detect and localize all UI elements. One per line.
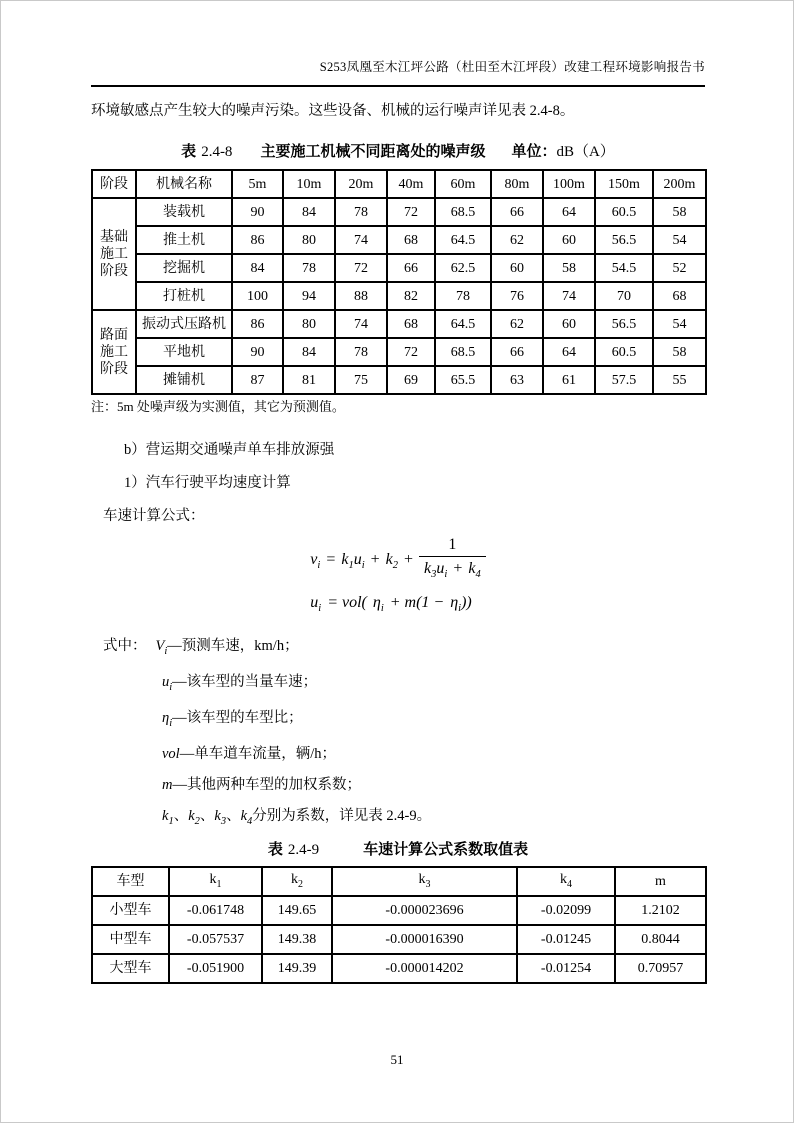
- formula-group: [310, 534, 485, 620]
- math-operator: =: [326, 550, 336, 568]
- header-text: 车型: [116, 873, 145, 889]
- column-header-k4: [517, 867, 615, 896]
- formula-block: [91, 534, 705, 620]
- noise-value-cell: 62.5: [435, 254, 491, 282]
- noise-value-cell: 57.5: [595, 366, 653, 394]
- coefficient-cell: -0.02099: [517, 896, 615, 925]
- unit-label: 单位：: [511, 143, 557, 160]
- caption-unit: [511, 142, 614, 162]
- section-item-b: b）营运期交通噪声单车排放源强: [124, 442, 335, 458]
- math-subscript: 3: [431, 569, 437, 581]
- table-2-4-8: [91, 169, 707, 395]
- math-token: u: [353, 550, 362, 568]
- column-header-40m: 40m: [387, 170, 435, 198]
- page-number: 51: [390, 1052, 404, 1067]
- definition-lead: 式中：: [103, 638, 147, 655]
- definition-k-coefficients: [91, 801, 705, 837]
- coefficient-cell: -0.000014202: [332, 954, 517, 983]
- coefficient-cell: -0.057537: [169, 925, 262, 954]
- math-subscript: i: [380, 603, 384, 615]
- math-token: k: [240, 808, 247, 825]
- machine-name-cell: 平地机: [136, 338, 232, 366]
- math-subscript: 4: [475, 569, 481, 581]
- table-row: [92, 282, 706, 310]
- noise-value-cell: 63: [491, 366, 543, 394]
- coefficient-cell: -0.061748: [169, 896, 262, 925]
- math-symbol: [155, 638, 168, 658]
- noise-value-cell: 78: [335, 198, 387, 226]
- math-subscript: i: [164, 646, 168, 658]
- column-header-vehicle-type: [92, 867, 169, 896]
- math-token: k: [468, 560, 476, 577]
- math-subscript: i: [169, 718, 173, 730]
- noise-value-cell: 94: [283, 282, 335, 310]
- math-subscript: 1: [168, 815, 174, 827]
- math-subscript: 3: [220, 815, 227, 827]
- header-subscript: 1: [216, 878, 222, 890]
- noise-value-cell: 69: [387, 366, 435, 394]
- coefficient-cell: -0.000016390: [332, 925, 517, 954]
- noise-value-cell: 100: [232, 282, 283, 310]
- noise-value-cell: 72: [387, 198, 435, 226]
- math-subscript: i: [444, 569, 448, 581]
- math-symbol: [162, 808, 253, 827]
- math-operator: +: [453, 560, 463, 577]
- table-2-4-9: [91, 866, 707, 984]
- noise-value-cell: 70: [595, 282, 653, 310]
- report-header-title: S253凤凰至木江坪公路（杜田至木江坪段）改建工程环境影响报告书: [319, 60, 705, 74]
- definition-text: 分别为系数，详见表 2.4-9。: [252, 808, 432, 825]
- math-token: u: [310, 594, 319, 612]
- table-note: 注：5m 处噪声级为实测值，其它为预测值。: [91, 399, 345, 414]
- column-header-10m: 10m: [283, 170, 335, 198]
- math-token: k: [188, 808, 195, 825]
- math-symbol: [162, 710, 173, 730]
- noise-value-cell: 56.5: [595, 226, 653, 254]
- math-token: )): [461, 594, 472, 612]
- noise-value-cell: 66: [491, 198, 543, 226]
- math-token: k: [214, 808, 221, 825]
- fraction-numerator: 1: [448, 536, 457, 553]
- caption-number: 2.4-8: [201, 144, 233, 160]
- definition-vol: [91, 739, 705, 770]
- math-operator: +: [370, 550, 380, 568]
- noise-value-cell: 86: [232, 310, 283, 338]
- math-token: k: [424, 560, 432, 577]
- caption-title: 车速计算公式系数取值表: [363, 840, 529, 858]
- definition-text: —该车型的当量车速；: [172, 674, 318, 691]
- fraction: [419, 534, 486, 586]
- noise-value-cell: 68: [387, 310, 435, 338]
- table-row: [92, 310, 706, 338]
- table-2-4-9-caption: [91, 840, 705, 860]
- noise-value-cell: 68: [653, 282, 706, 310]
- noise-value-cell: 54: [653, 310, 706, 338]
- coefficient-cell: -0.051900: [169, 954, 262, 983]
- table-row: [92, 366, 706, 394]
- column-header-k2: [262, 867, 332, 896]
- header-text: m: [655, 873, 666, 889]
- table-row: [92, 925, 706, 954]
- coefficient-cell: 149.65: [262, 896, 332, 925]
- definition-text: —其他两种车型的加权系数；: [172, 777, 361, 794]
- header-subscript: 4: [567, 878, 572, 890]
- noise-value-cell: 52: [653, 254, 706, 282]
- noise-value-cell: 62: [491, 310, 543, 338]
- noise-value-cell: 54: [653, 226, 706, 254]
- table-row: [92, 254, 706, 282]
- machine-name-cell: 装载机: [136, 198, 232, 226]
- noise-value-cell: 68.5: [435, 338, 491, 366]
- column-header-m: [615, 867, 706, 896]
- math-token: η: [162, 710, 170, 727]
- section-item-1: 1）汽车行驶平均速度计算: [124, 475, 291, 491]
- math-subscript: 2: [194, 815, 200, 827]
- noise-value-cell: 80: [283, 226, 335, 254]
- coefficient-cell: -0.01254: [517, 954, 615, 983]
- caption-title: 主要施工机械不同距离处的噪声级: [260, 143, 486, 160]
- noise-value-cell: 66: [491, 338, 543, 366]
- column-header-200m: 200m: [653, 170, 706, 198]
- noise-value-cell: 60.5: [595, 198, 653, 226]
- equivalent-speed-formula: [310, 592, 485, 620]
- noise-value-cell: 87: [232, 366, 283, 394]
- math-subscript: 2: [392, 559, 399, 571]
- table-header-row: [92, 170, 706, 198]
- header-subscript: 2: [298, 878, 303, 890]
- math-operator: +: [404, 550, 414, 568]
- noise-value-cell: 60: [491, 254, 543, 282]
- math-subscript: i: [317, 559, 321, 571]
- stage-cell-pavement: 路面施工阶段: [92, 310, 136, 394]
- header-text: k: [560, 871, 567, 887]
- coefficient-cell: -0.01245: [517, 925, 615, 954]
- definition-vi: [91, 631, 705, 667]
- noise-value-cell: 64: [543, 338, 595, 366]
- caption-number: 2.4-9: [287, 841, 320, 858]
- math-token: u: [162, 674, 170, 691]
- noise-value-cell: 72: [387, 338, 435, 366]
- coefficient-cell: 149.39: [262, 954, 332, 983]
- vehicle-type-cell: 大型车: [92, 954, 169, 983]
- table-header-row: [92, 867, 706, 896]
- intro-paragraph: 环境敏感点产生较大的噪声污染。这些设备、机械的运行噪声详见表 2.4-8。: [91, 103, 575, 119]
- separator: 、: [226, 808, 241, 825]
- header-text: k: [209, 871, 217, 887]
- machine-name-cell: 挖掘机: [136, 254, 232, 282]
- vehicle-type-cell: 中型车: [92, 925, 169, 954]
- noise-value-cell: 88: [335, 282, 387, 310]
- noise-value-cell: 60: [543, 226, 595, 254]
- table-row: [92, 896, 706, 925]
- noise-value-cell: 68: [387, 226, 435, 254]
- noise-value-cell: 58: [653, 198, 706, 226]
- coefficient-cell: 149.38: [262, 925, 332, 954]
- noise-value-cell: 68.5: [435, 198, 491, 226]
- noise-value-cell: 78: [283, 254, 335, 282]
- caption-label: 表: [267, 840, 283, 858]
- noise-value-cell: 54.5: [595, 254, 653, 282]
- noise-value-cell: 90: [232, 198, 283, 226]
- machine-name-cell: 打桩机: [136, 282, 232, 310]
- noise-value-cell: 82: [387, 282, 435, 310]
- noise-value-cell: 65.5: [435, 366, 491, 394]
- coefficient-cell: -0.000023696: [332, 896, 517, 925]
- definition-m: [91, 770, 705, 801]
- header-text: k: [291, 871, 298, 887]
- math-symbol: [162, 674, 173, 694]
- math-token: = vol(: [327, 594, 367, 612]
- noise-value-cell: 80: [283, 310, 335, 338]
- noise-value-cell: 81: [283, 366, 335, 394]
- unit-value: dB（A）: [556, 144, 615, 160]
- noise-value-cell: 64: [543, 198, 595, 226]
- noise-value-cell: 58: [543, 254, 595, 282]
- noise-value-cell: 66: [387, 254, 435, 282]
- math-token: k: [162, 808, 169, 825]
- column-header-k3: [332, 867, 517, 896]
- noise-value-cell: 74: [543, 282, 595, 310]
- noise-value-cell: 60.5: [595, 338, 653, 366]
- math-subscript: 1: [348, 559, 354, 571]
- math-token: V: [155, 638, 165, 655]
- noise-value-cell: 78: [435, 282, 491, 310]
- definition-text: —预测车速，km/h；: [167, 638, 299, 655]
- math-subscript: i: [361, 559, 365, 571]
- math-token: k: [341, 550, 349, 568]
- machine-name-cell: 振动式压路机: [136, 310, 232, 338]
- header-subscript: 3: [425, 878, 431, 890]
- math-subscript: 4: [247, 815, 253, 827]
- column-header-150m: 150m: [595, 170, 653, 198]
- noise-value-cell: 62: [491, 226, 543, 254]
- noise-value-cell: 74: [335, 310, 387, 338]
- column-header-60m: 60m: [435, 170, 491, 198]
- noise-value-cell: 56.5: [595, 310, 653, 338]
- definition-eta: [91, 703, 705, 739]
- math-symbol: vol: [162, 746, 180, 763]
- math-token: u: [436, 560, 445, 577]
- machine-name-cell: 推土机: [136, 226, 232, 254]
- noise-value-cell: 84: [283, 198, 335, 226]
- caption-label: 表: [181, 143, 197, 160]
- noise-value-cell: 86: [232, 226, 283, 254]
- column-header-5m: 5m: [232, 170, 283, 198]
- math-token: + m(1 −: [389, 594, 445, 612]
- table-row: [92, 954, 706, 983]
- coefficient-cell: 0.8044: [615, 925, 706, 954]
- column-header-100m: 100m: [543, 170, 595, 198]
- noise-value-cell: 61: [543, 366, 595, 394]
- separator: 、: [199, 808, 215, 825]
- separator: 、: [173, 808, 189, 825]
- noise-value-cell: 84: [232, 254, 283, 282]
- column-header-20m: 20m: [335, 170, 387, 198]
- noise-value-cell: 64.5: [435, 310, 491, 338]
- table-row: [92, 338, 706, 366]
- table-row: [92, 198, 706, 226]
- definition-text: —单车道车流量，辆/h；: [179, 746, 336, 763]
- math-subscript: i: [169, 682, 173, 694]
- column-header-80m: 80m: [491, 170, 543, 198]
- math-token: v: [310, 550, 318, 568]
- noise-value-cell: 55: [653, 366, 706, 394]
- math-subscript: i: [318, 603, 322, 615]
- symbol-definitions: [91, 631, 705, 837]
- definition-text: —该车型的车型比；: [172, 710, 303, 727]
- noise-value-cell: 78: [335, 338, 387, 366]
- stage-cell-foundation: 基础施工阶段: [92, 198, 136, 310]
- table-row: [92, 226, 706, 254]
- header-text: k: [418, 871, 426, 887]
- noise-value-cell: 74: [335, 226, 387, 254]
- math-token: η: [372, 594, 381, 612]
- noise-value-cell: 64.5: [435, 226, 491, 254]
- coefficient-cell: 1.2102: [615, 896, 706, 925]
- noise-value-cell: 72: [335, 254, 387, 282]
- noise-value-cell: 90: [232, 338, 283, 366]
- report-header: [91, 59, 705, 87]
- noise-value-cell: 84: [283, 338, 335, 366]
- coefficient-cell: 0.70957: [615, 954, 706, 983]
- noise-value-cell: 76: [491, 282, 543, 310]
- math-symbol: m: [162, 777, 173, 794]
- math-token: k: [385, 550, 393, 568]
- math-subscript: i: [458, 603, 462, 615]
- vehicle-type-cell: 小型车: [92, 896, 169, 925]
- noise-value-cell: 75: [335, 366, 387, 394]
- table-2-4-8-caption: [91, 142, 705, 162]
- speed-formula: [310, 534, 485, 586]
- noise-value-cell: 58: [653, 338, 706, 366]
- fraction-denominator: [419, 556, 486, 586]
- column-header-stage: 阶段: [92, 170, 136, 198]
- noise-value-cell: 60: [543, 310, 595, 338]
- column-header-k1: [169, 867, 262, 896]
- page-content: [91, 59, 705, 984]
- math-token: η: [450, 594, 459, 612]
- formula-lead: 车速计算公式：: [103, 508, 205, 524]
- column-header-machine: 机械名称: [136, 170, 232, 198]
- definition-ui: [91, 667, 705, 703]
- machine-name-cell: 摊铺机: [136, 366, 232, 394]
